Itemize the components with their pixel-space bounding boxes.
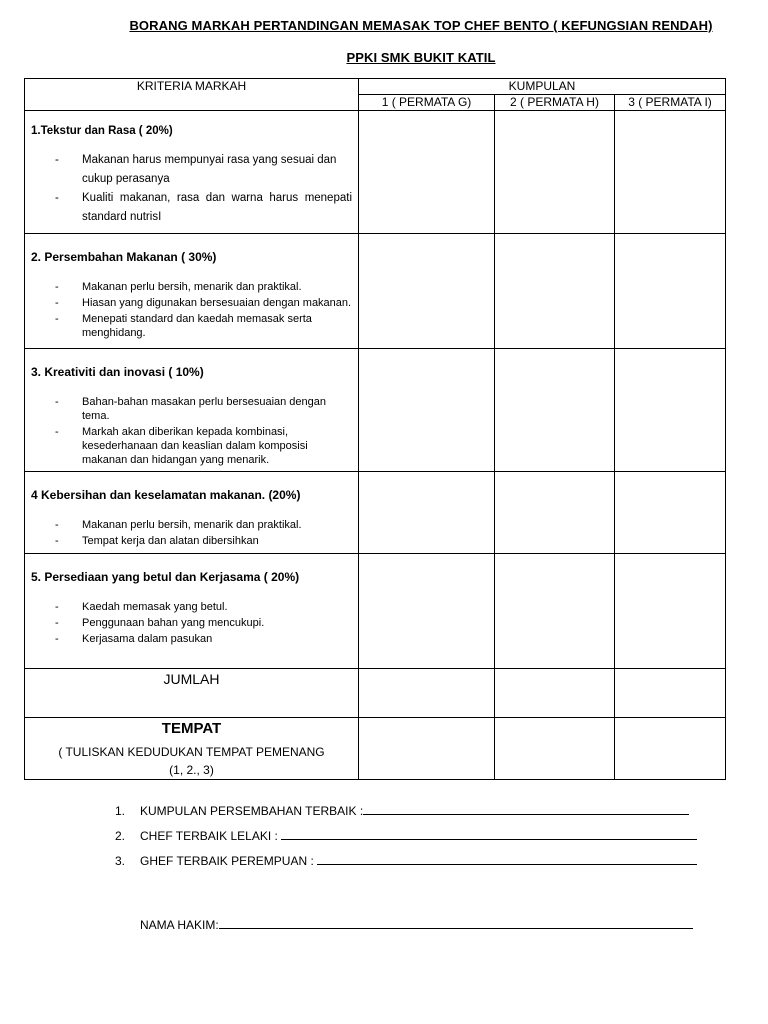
- score-cell[interactable]: [615, 111, 726, 234]
- placing-cell[interactable]: [615, 718, 726, 780]
- score-cell[interactable]: [495, 554, 615, 669]
- criterion-item: - Markah akan diberikan kepada kombinasi, kesederhanaan dan keaslian dalam komposisi makanan dan hidangan yang menarik.: [55, 426, 308, 466]
- placing-label: TEMPAT: [161, 720, 222, 737]
- criterion-item: - Makanan harus mempunyai rasa yang sesuai dan cukup perasanya: [55, 154, 337, 185]
- score-cell[interactable]: [615, 554, 726, 669]
- form-subtitle: PPKI SMK BUKIT KATIL: [346, 50, 496, 65]
- criterion-row-2: [25, 234, 359, 349]
- criteria-header: KRITERIA MARKAH: [25, 79, 359, 111]
- best-female-chef-line[interactable]: [317, 854, 697, 865]
- score-cell[interactable]: [615, 472, 726, 554]
- best-male-chef-line[interactable]: [281, 829, 697, 840]
- placing-note: ( TULISKAN KEDUDUKAN TEMPAT PEMENANG: [58, 745, 325, 759]
- criterion-title: 2. Persembahan Makanan ( 30%): [31, 250, 217, 264]
- form-title: BORANG MARKAH PERTANDINGAN MEMASAK TOP CHEF BENTO ( KEFUNGSIAN RENDAH): [129, 18, 713, 33]
- placing-cell[interactable]: [359, 718, 495, 780]
- award-best-group: 1. KUMPULAN PERSEMBAHAN TERBAIK :: [115, 804, 689, 818]
- criterion-item: - Kerjasama dalam pasukan: [55, 633, 213, 645]
- placing-label-cell: [25, 718, 359, 780]
- criterion-item: - Tempat kerja dan alatan dibersihkan: [55, 535, 259, 547]
- criterion-item: - Kaedah memasak yang betul.: [55, 601, 228, 613]
- criterion-title: 3. Kreativiti dan inovasi ( 10%): [31, 365, 204, 379]
- score-cell[interactable]: [495, 349, 615, 472]
- criterion-item: - Bahan-bahan masakan perlu bersesuaian dengan tema.: [55, 396, 327, 422]
- total-label: JUMLAH: [25, 669, 359, 718]
- total-cell[interactable]: [495, 669, 615, 718]
- criterion-item: - Kualiti makanan, rasa dan warna harus menepati standard nutrisI: [55, 192, 352, 223]
- placing-cell[interactable]: [495, 718, 615, 780]
- criterion-title: 5. Persediaan yang betul dan Kerjasama ( 20%): [31, 570, 300, 584]
- score-cell[interactable]: [359, 111, 495, 234]
- criterion-row-5: [25, 554, 359, 669]
- criterion-row-3: [25, 349, 359, 472]
- score-cell[interactable]: [359, 472, 495, 554]
- score-cell[interactable]: [495, 234, 615, 349]
- criterion-item: - Menepati standard dan kaedah memasak serta menghidang.: [55, 313, 312, 339]
- criterion-row-1: [25, 111, 359, 234]
- placing-note-values: (1, 2., 3): [169, 763, 214, 777]
- criterion-item: - Makanan perlu bersih, menarik dan praktikal.: [55, 519, 302, 531]
- criterion-item: - Makanan perlu bersih, menarik dan praktikal.: [55, 281, 302, 293]
- score-cell[interactable]: [359, 234, 495, 349]
- column-header-group-3: 3 ( PERMATA I): [615, 95, 726, 111]
- score-cell[interactable]: [359, 554, 495, 669]
- award-best-male-chef: 2. CHEF TERBAIK LELAKI :: [115, 829, 697, 843]
- criterion-item: - Penggunaan bahan yang mencukupi.: [55, 617, 265, 629]
- judge-name-line[interactable]: [219, 918, 693, 929]
- award-best-female-chef: 3. GHEF TERBAIK PEREMPUAN :: [115, 854, 697, 868]
- column-header-group-2: 2 ( PERMATA H): [495, 95, 615, 111]
- total-cell[interactable]: [615, 669, 726, 718]
- column-header-group-1: 1 ( PERMATA G): [359, 95, 495, 111]
- criterion-row-4: [25, 472, 359, 554]
- total-cell[interactable]: [359, 669, 495, 718]
- score-cell[interactable]: [615, 234, 726, 349]
- score-cell[interactable]: [615, 349, 726, 472]
- score-cell[interactable]: [495, 472, 615, 554]
- score-cell[interactable]: [359, 349, 495, 472]
- score-cell[interactable]: [495, 111, 615, 234]
- best-group-line[interactable]: [363, 804, 689, 815]
- group-header: KUMPULAN: [359, 79, 726, 95]
- score-table: [24, 78, 726, 780]
- criterion-item: - Hiasan yang digunakan bersesuaian dengan makanan.: [55, 297, 352, 309]
- criterion-title: 4 Kebersihan dan keselamatan makanan. (20%): [31, 488, 301, 502]
- judge-name: NAMA HAKIM:: [140, 918, 693, 932]
- criterion-title: 1.Tekstur dan Rasa ( 20%): [31, 125, 173, 137]
